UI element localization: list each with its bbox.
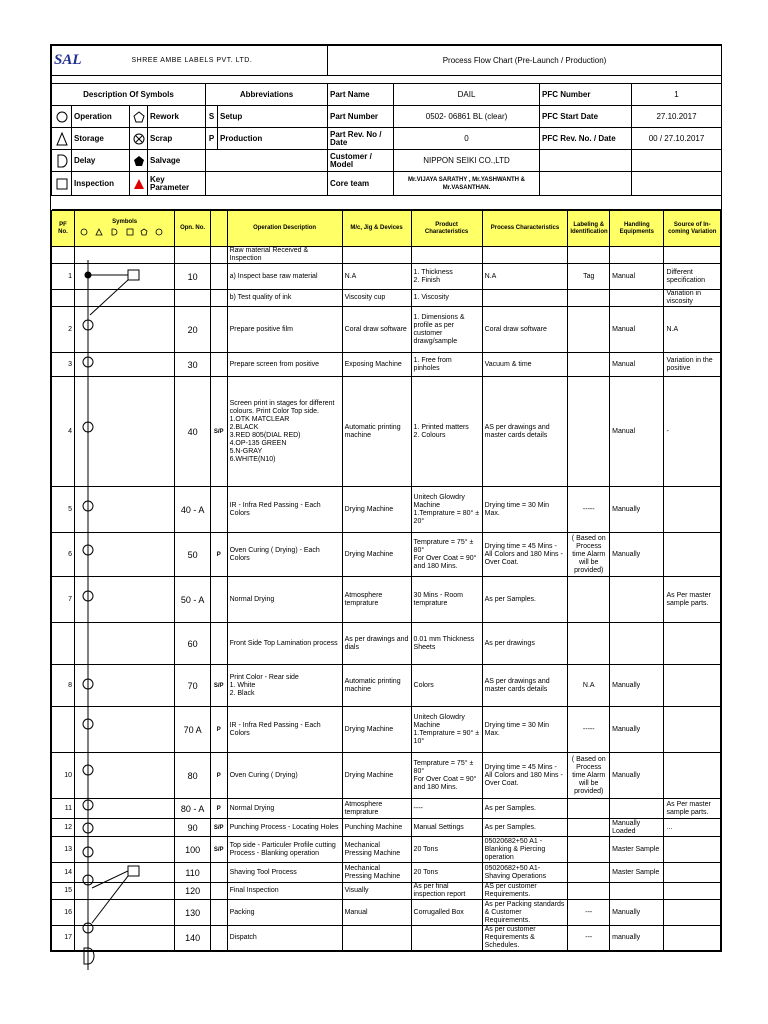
handling-cell: Manually xyxy=(610,900,664,926)
handling-cell: Master Sample xyxy=(610,837,664,863)
process-char-cell: As per Samples. xyxy=(482,799,568,819)
machine-cell: Automatic printing machine xyxy=(342,377,411,487)
handling-cell: Manually xyxy=(610,665,664,707)
pf-cell: 1 xyxy=(52,264,75,290)
symbol-cell xyxy=(74,819,174,837)
opn-cell: 100 xyxy=(175,837,211,863)
part-name-value: DAIL xyxy=(394,84,540,106)
process-char-cell xyxy=(482,247,568,264)
process-char-cell: As per Samples. xyxy=(482,819,568,837)
pfc-rev-label: PFC Rev. No. / Date xyxy=(540,128,632,150)
process-flow-sheet xyxy=(50,44,722,952)
desc-cell: Top side - Particuler Profile cutting Process - Blanking operation xyxy=(227,837,342,863)
pf-cell: 10 xyxy=(52,753,75,799)
process-char-cell: As per customer Requirements & Schedules. xyxy=(482,926,568,951)
machine-cell: Manual xyxy=(342,900,411,926)
source-cell: Variation in the positive xyxy=(664,353,721,377)
machine-cell: Viscosity cup xyxy=(342,290,411,307)
source-cell: ... xyxy=(664,819,721,837)
desc-cell: Prepare positive film xyxy=(227,307,342,353)
col-desc: Operation Description xyxy=(227,211,342,247)
label-cell: ( Based on Process time Alarm will be provided) xyxy=(568,533,610,577)
pf-cell: 13 xyxy=(52,837,75,863)
desc-cell: Final Inspection xyxy=(227,883,342,900)
product-char-cell: As per final inspection report xyxy=(411,883,482,900)
handling-cell: Manually xyxy=(610,533,664,577)
symbol-cell xyxy=(74,623,174,665)
process-table xyxy=(51,210,721,951)
sp-cell xyxy=(210,900,227,926)
handling-cell xyxy=(610,290,664,307)
machine-cell: Drying Machine xyxy=(342,753,411,799)
symbol-cell xyxy=(74,487,174,533)
table-row xyxy=(52,487,721,533)
core-team-label: Core team xyxy=(328,172,394,196)
pf-cell: 8 xyxy=(52,665,75,707)
symbol-cell xyxy=(74,533,174,577)
machine-cell: Exposing Machine xyxy=(342,353,411,377)
sp-cell xyxy=(210,883,227,900)
pentagon-icon xyxy=(130,106,148,128)
label-cell: ----- xyxy=(568,487,610,533)
desc-cell: b) Test quality of ink xyxy=(227,290,342,307)
label-cell xyxy=(568,799,610,819)
machine-cell: Punching Machine xyxy=(342,819,411,837)
source-cell xyxy=(664,533,721,577)
part-number-value: 0502- 06861 BL (clear) xyxy=(394,106,540,128)
product-char-cell: 1. Printed matters 2. Colours xyxy=(411,377,482,487)
process-char-cell: Drying time = 45 Mins - All Colors and 180 Mins - Over Coat. xyxy=(482,753,568,799)
opn-cell: 120 xyxy=(175,883,211,900)
page-title: Process Flow Chart (Pre-Launch / Production) xyxy=(328,46,722,76)
desc-cell: Oven Curing ( Drying) xyxy=(227,753,342,799)
desc-cell: Packing xyxy=(227,900,342,926)
product-char-cell xyxy=(411,247,482,264)
process-char-cell: Coral draw software xyxy=(482,307,568,353)
opn-cell: 50 xyxy=(175,533,211,577)
label-cell xyxy=(568,837,610,863)
symbol-cell xyxy=(74,247,174,264)
desc-cell: Oven Curing ( Drying) - Each Colors xyxy=(227,533,342,577)
label-cell: Tag xyxy=(568,264,610,290)
source-cell xyxy=(664,487,721,533)
symbol-cell xyxy=(74,377,174,487)
sp-cell: P xyxy=(210,753,227,799)
col-mjd: M/c, Jig & Devices xyxy=(342,211,411,247)
company-name: SHREE AMBE LABELS PVT. LTD. xyxy=(130,46,328,76)
col-handling: Handling Equipments xyxy=(610,211,664,247)
product-char-cell: 20 Tons xyxy=(411,863,482,883)
pf-cell: 15 xyxy=(52,883,75,900)
desc-symbols-label: Description Of Symbols xyxy=(52,84,206,106)
source-cell xyxy=(664,883,721,900)
machine-cell: Automatic printing machine xyxy=(342,665,411,707)
machine-cell: Mechanical Pressing Machine xyxy=(342,837,411,863)
table-row xyxy=(52,377,721,487)
storage-label: Storage xyxy=(72,128,130,150)
machine-cell: Coral draw software xyxy=(342,307,411,353)
d-shape-icon xyxy=(52,150,72,172)
pf-cell: 14 xyxy=(52,863,75,883)
product-char-cell: Colors xyxy=(411,665,482,707)
pf-cell: 12 xyxy=(52,819,75,837)
part-number-label: Part Number xyxy=(328,106,394,128)
pfc-number-value: 1 xyxy=(632,84,722,106)
machine-cell: Drying Machine xyxy=(342,533,411,577)
handling-cell xyxy=(610,799,664,819)
handling-cell: Manually Loaded xyxy=(610,819,664,837)
col-pf: PF No. xyxy=(52,211,75,247)
product-char-cell: 30 Mins - Room temprature xyxy=(411,577,482,623)
table-row xyxy=(52,247,721,264)
square-icon xyxy=(52,172,72,196)
symbol-cell xyxy=(74,837,174,863)
process-char-cell: Drying time = 30 Min Max. xyxy=(482,487,568,533)
table-row xyxy=(52,665,721,707)
pf-cell xyxy=(52,247,75,264)
sp-cell xyxy=(210,290,227,307)
machine-cell: Atmosphere temprature xyxy=(342,577,411,623)
header-table xyxy=(51,45,722,210)
process-char-cell: Vacuum & time xyxy=(482,353,568,377)
table-row xyxy=(52,863,721,883)
filled-pentagon-icon xyxy=(130,150,148,172)
handling-cell: Master Sample xyxy=(610,863,664,883)
handling-cell: Manually xyxy=(610,707,664,753)
sp-cell xyxy=(210,487,227,533)
sp-cell: S/P xyxy=(210,377,227,487)
logo: SAL xyxy=(52,46,130,76)
label-cell xyxy=(568,307,610,353)
sp-cell xyxy=(210,307,227,353)
circle-icon xyxy=(52,106,72,128)
symbol-cell xyxy=(74,883,174,900)
customer-value: NIPPON SEIKI CO.,LTD xyxy=(394,150,540,172)
source-cell xyxy=(664,665,721,707)
machine-cell: Drying Machine xyxy=(342,487,411,533)
process-char-cell: 05020682+50 A1 - Blanking & Piercing operation xyxy=(482,837,568,863)
table-row xyxy=(52,307,721,353)
machine-cell: N.A xyxy=(342,264,411,290)
pf-cell: 2 xyxy=(52,307,75,353)
product-char-cell: 1. Viscosity xyxy=(411,290,482,307)
product-char-cell: Corrugalled Box xyxy=(411,900,482,926)
desc-cell: Prepare screen from positive xyxy=(227,353,342,377)
key-parameter-icon xyxy=(130,172,148,196)
opn-cell: 130 xyxy=(175,900,211,926)
symbol-cell xyxy=(74,799,174,819)
sp-cell: S/P xyxy=(210,819,227,837)
label-cell xyxy=(568,819,610,837)
label-cell: --- xyxy=(568,900,610,926)
pfc-rev-value: 00 / 27.10.2017 xyxy=(632,128,722,150)
source-cell xyxy=(664,753,721,799)
pfc-start-label: PFC Start Date xyxy=(540,106,632,128)
symbol-cell xyxy=(74,577,174,623)
sp-cell xyxy=(210,247,227,264)
product-char-cell: Manual Settings xyxy=(411,819,482,837)
source-cell xyxy=(664,900,721,926)
part-rev-label: Part Rev. No / Date xyxy=(328,128,394,150)
table-row xyxy=(52,837,721,863)
handling-cell: Manual xyxy=(610,307,664,353)
opn-cell: 70 A xyxy=(175,707,211,753)
desc-cell: IR - Infra Red Passing - Each Colors xyxy=(227,487,342,533)
source-cell xyxy=(664,707,721,753)
part-rev-value: 0 xyxy=(394,128,540,150)
process-char-cell: As per drawings xyxy=(482,623,568,665)
table-row xyxy=(52,577,721,623)
product-char-cell: Temprature = 75° ± 80° For Over Coat = 90° and 180 Mins. xyxy=(411,533,482,577)
symbol-cell xyxy=(74,926,174,951)
desc-cell: Print Color - Rear side 1. White 2. Black xyxy=(227,665,342,707)
label-cell xyxy=(568,883,610,900)
process-char-cell: Drying time = 45 Mins - All Colors and 180 Mins - Over Coat. xyxy=(482,533,568,577)
pf-cell: 4 xyxy=(52,377,75,487)
operation-label: Operation xyxy=(72,106,130,128)
sp-cell: S/P xyxy=(210,665,227,707)
sp-cell xyxy=(210,926,227,951)
table-row xyxy=(52,533,721,577)
product-char-cell xyxy=(411,926,482,951)
label-cell xyxy=(568,247,610,264)
desc-cell: Screen print in stages for different colours. Print Color Top side. 1.OTK MATCLEAR 2.BLACK 3.RED 805(DIAL RED) 4.OP-135 GREEN 5.N-GRAY 6.WHITE(N10) xyxy=(227,377,342,487)
pf-cell: 16 xyxy=(52,900,75,926)
abbrev-code: P xyxy=(206,128,218,150)
table-row xyxy=(52,290,721,307)
handling-cell xyxy=(610,247,664,264)
opn-cell: 140 xyxy=(175,926,211,951)
opn-cell: 110 xyxy=(175,863,211,883)
source-cell xyxy=(664,863,721,883)
source-cell xyxy=(664,837,721,863)
symbol-cell xyxy=(74,353,174,377)
label-cell: ----- xyxy=(568,707,610,753)
pfc-start-value: 27.10.2017 xyxy=(632,106,722,128)
symbol-cell xyxy=(74,863,174,883)
desc-cell: Punching Process - Locating Holes xyxy=(227,819,342,837)
source-cell: N.A xyxy=(664,307,721,353)
machine-cell: Mechanical Pressing Machine xyxy=(342,863,411,883)
label-cell xyxy=(568,377,610,487)
sp-cell: P xyxy=(210,799,227,819)
col-proc: Process Characteristics xyxy=(482,211,568,247)
opn-cell: 60 xyxy=(175,623,211,665)
handling-cell: Manually xyxy=(610,753,664,799)
label-cell xyxy=(568,353,610,377)
desc-cell: Raw material Received & Inspection xyxy=(227,247,342,264)
opn-cell: 10 xyxy=(175,264,211,290)
label-cell xyxy=(568,577,610,623)
table-row xyxy=(52,900,721,926)
scrap-label: Scrap xyxy=(148,128,206,150)
opn-cell xyxy=(175,290,211,307)
desc-cell: Normal Drying xyxy=(227,799,342,819)
handling-cell: Manual xyxy=(610,264,664,290)
process-char-cell: As per Packing standards & Customer Requirements. xyxy=(482,900,568,926)
table-row xyxy=(52,819,721,837)
label-cell xyxy=(568,290,610,307)
table-row xyxy=(52,753,721,799)
product-char-cell: 0.01 mm Thickness Sheets xyxy=(411,623,482,665)
process-char-cell: AS per customer Requirements. xyxy=(482,883,568,900)
table-row xyxy=(52,623,721,665)
key-parameter-label: Key Parameter xyxy=(148,172,206,196)
product-char-cell: 20 Tons xyxy=(411,837,482,863)
pf-cell: 17 xyxy=(52,926,75,951)
symbol-cell xyxy=(74,707,174,753)
handling-cell: Manually xyxy=(610,487,664,533)
sp-cell: P xyxy=(210,533,227,577)
handling-cell: Manual xyxy=(610,377,664,487)
label-cell: N.A xyxy=(568,665,610,707)
delay-label: Delay xyxy=(72,150,130,172)
opn-cell: 40 xyxy=(175,377,211,487)
opn-cell: 20 xyxy=(175,307,211,353)
source-cell: Different specification xyxy=(664,264,721,290)
process-char-cell: 05020682+50 A1- Shaving Operations xyxy=(482,863,568,883)
process-char-cell: N.A xyxy=(482,264,568,290)
table-row xyxy=(52,926,721,951)
machine-cell xyxy=(342,247,411,264)
customer-label: Customer / Model xyxy=(328,150,394,172)
source-cell: As Per master sample parts. xyxy=(664,577,721,623)
desc-cell: Normal Drying xyxy=(227,577,342,623)
opn-cell: 30 xyxy=(175,353,211,377)
label-cell: ( Based on Process time Alarm will be provided) xyxy=(568,753,610,799)
product-char-cell: 1. Free from pinholes xyxy=(411,353,482,377)
rework-label: Rework xyxy=(148,106,206,128)
opn-cell: 90 xyxy=(175,819,211,837)
handling-cell xyxy=(610,883,664,900)
desc-cell: Front Side Top Lamination process xyxy=(227,623,342,665)
machine-cell: Drying Machine xyxy=(342,707,411,753)
pf-cell: 3 xyxy=(52,353,75,377)
process-char-cell: Drying time = 30 Min Max. xyxy=(482,707,568,753)
label-cell xyxy=(568,863,610,883)
desc-cell: Dispatch xyxy=(227,926,342,951)
sp-cell: S/P xyxy=(210,837,227,863)
abbrev-code: S xyxy=(206,106,218,128)
pfc-number-label: PFC Number xyxy=(540,84,632,106)
process-char-cell: AS per drawings and master cards details xyxy=(482,377,568,487)
pf-cell: 7 xyxy=(52,577,75,623)
sp-cell: P xyxy=(210,707,227,753)
machine-cell xyxy=(342,926,411,951)
label-cell xyxy=(568,623,610,665)
inspection-label: Inspection xyxy=(72,172,130,196)
symbol-cell xyxy=(74,665,174,707)
source-cell xyxy=(664,247,721,264)
source-cell: As Per master sample parts. xyxy=(664,799,721,819)
label-cell: --- xyxy=(568,926,610,951)
opn-cell: 70 xyxy=(175,665,211,707)
desc-cell: a) Inspect base raw material xyxy=(227,264,342,290)
col-symbols: Symbols xyxy=(74,211,174,247)
handling-cell xyxy=(610,577,664,623)
opn-cell: 40 - A xyxy=(175,487,211,533)
sp-cell xyxy=(210,577,227,623)
symbol-cell xyxy=(74,290,174,307)
abbreviations-label: Abbreviations xyxy=(206,84,328,106)
triangle-icon xyxy=(52,128,72,150)
col-source: Source of In-coming Variation xyxy=(664,211,721,247)
source-cell xyxy=(664,926,721,951)
sp-cell xyxy=(210,863,227,883)
pf-cell: 5 xyxy=(52,487,75,533)
handling-cell xyxy=(610,623,664,665)
table-row xyxy=(52,264,721,290)
abbrev-label: Production xyxy=(218,128,328,150)
sp-cell xyxy=(210,353,227,377)
sp-cell xyxy=(210,623,227,665)
desc-cell: Shaving Tool Process xyxy=(227,863,342,883)
pf-cell xyxy=(52,290,75,307)
process-char-cell: AS per drawings and master cards details xyxy=(482,665,568,707)
product-char-cell: Unitech Glowdry Machine 1.Temprature = 80° ± 20° xyxy=(411,487,482,533)
pf-cell xyxy=(52,707,75,753)
machine-cell: Atmosphere temprature xyxy=(342,799,411,819)
table-row xyxy=(52,883,721,900)
table-row xyxy=(52,353,721,377)
handling-cell: manually xyxy=(610,926,664,951)
col-prod: Product Characteristics xyxy=(411,211,482,247)
process-char-cell: As per Samples. xyxy=(482,577,568,623)
pf-cell: 11 xyxy=(52,799,75,819)
circle-x-icon xyxy=(130,128,148,150)
product-char-cell: 1. Dimensions & profile as per customer drawg/sample xyxy=(411,307,482,353)
abbrev-label: Setup xyxy=(218,106,328,128)
desc-cell: IR - Infra Red Passing - Each Colors xyxy=(227,707,342,753)
process-char-cell xyxy=(482,290,568,307)
col-opn: Opn. No. xyxy=(175,211,211,247)
symbol-cell xyxy=(74,900,174,926)
source-cell xyxy=(664,623,721,665)
opn-cell: 50 - A xyxy=(175,577,211,623)
part-name-label: Part Name xyxy=(328,84,394,106)
table-row xyxy=(52,707,721,753)
opn-cell: 80 xyxy=(175,753,211,799)
symbol-cell xyxy=(74,753,174,799)
product-char-cell: Temprature = 75° ± 80° For Over Coat = 90° and 180 Mins. xyxy=(411,753,482,799)
handling-cell: Manual xyxy=(610,353,664,377)
salvage-label: Salvage xyxy=(148,150,206,172)
col-label: Labeling & Identification xyxy=(568,211,610,247)
table-row xyxy=(52,799,721,819)
symbol-cell xyxy=(74,264,174,290)
sp-cell xyxy=(210,264,227,290)
pf-cell: 6 xyxy=(52,533,75,577)
opn-cell xyxy=(175,247,211,264)
machine-cell: Visually xyxy=(342,883,411,900)
product-char-cell: Unitech Glowdry Machine 1.Temprature = 90° ± 10° xyxy=(411,707,482,753)
opn-cell: 80 - A xyxy=(175,799,211,819)
source-cell: - xyxy=(664,377,721,487)
source-cell: Variation in viscosity xyxy=(664,290,721,307)
machine-cell: As per drawings and dials xyxy=(342,623,411,665)
product-char-cell: ---- xyxy=(411,799,482,819)
product-char-cell: 1. Thickness 2. Finish xyxy=(411,264,482,290)
core-team-value: Mr.VIJAYA SARATHY , Mr.YASHWANTH & Mr.VASANTHAN. xyxy=(394,172,540,196)
symbol-cell xyxy=(74,307,174,353)
pf-cell xyxy=(52,623,75,665)
